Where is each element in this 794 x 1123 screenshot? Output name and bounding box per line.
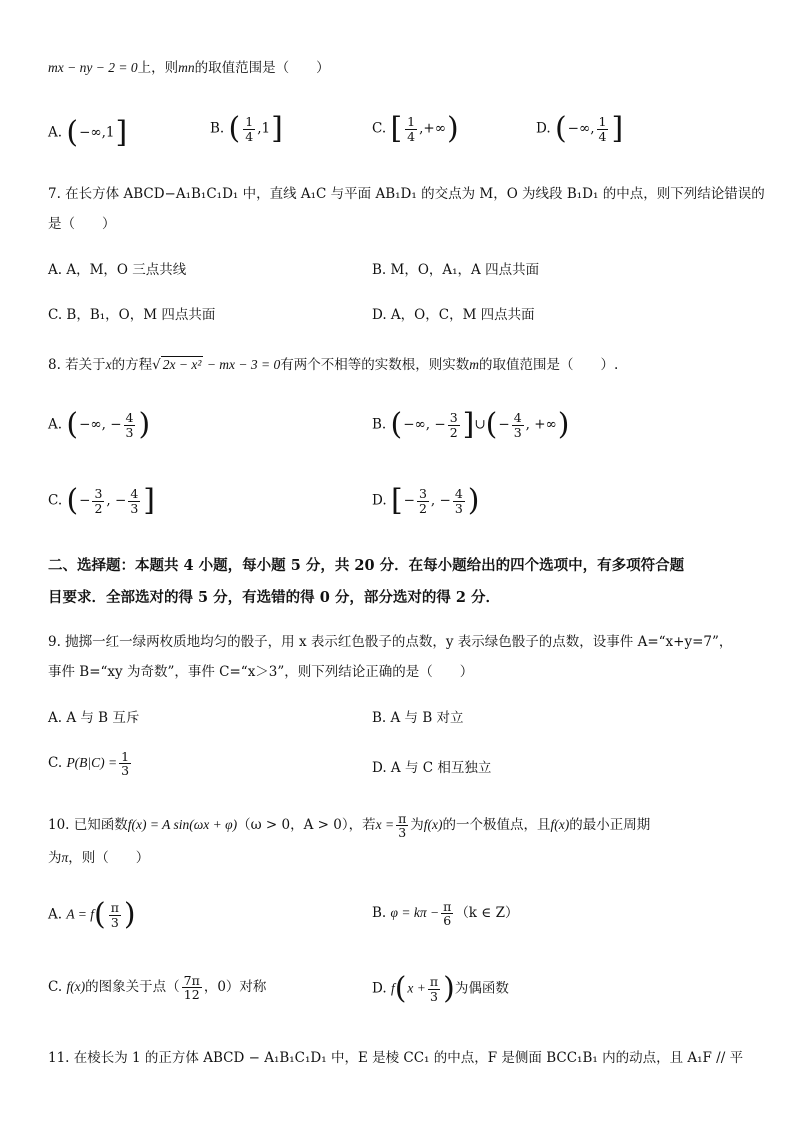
- fraction: $\frac{1}{4}$: [598, 114, 607, 144]
- bracket: ]: [115, 115, 128, 150]
- q7-stem: 7. 在长方体 ABCD−A₁B₁C₁D₁ 中，直线 A₁C 与平面 AB₁D₁ 的交点为 M，O 为线段 B₁D₁ 的中点，则下列结论错误的: [48, 186, 765, 202]
- q7-option-b: B. M，O，A₁，A 四点共面: [372, 262, 540, 278]
- q9-stem: 9. 抛掷一红一绿两枚质地均匀的骰子，用 x 表示红色骰子的点数，y 表示绿色骰子的点数，设事件 A=“x+y=7”，: [48, 634, 733, 650]
- q10-option-a: A. A = f( $\frac{\pi}{3}$ ): [48, 897, 136, 932]
- q6-option-d: [536, 111, 624, 146]
- interval: ,+∞: [419, 120, 446, 137]
- q9-option-a: A. A 与 B 互斥: [48, 710, 140, 726]
- stem-text: 的取值范围是（ ）: [194, 60, 330, 76]
- fraction: $\frac{\pi}{3}$: [429, 974, 439, 1004]
- q10-option-c: C. f(x)的图象关于点（ $\frac{7\pi}{12}$ ，0）对称: [48, 973, 267, 1003]
- q8-option-d: D. [− $\frac{3}{2}$ , − $\frac{4}{3}$ ): [372, 483, 480, 518]
- q10-option-d: D. f(x + $\frac{\pi}{3}$ )为偶函数: [372, 971, 509, 1006]
- interval: −∞,: [567, 120, 595, 137]
- bracket: (: [554, 111, 567, 146]
- q8-option-a: A. (−∞, − $\frac{4}{3}$ ): [48, 407, 151, 442]
- interval: −∞,1: [79, 124, 115, 141]
- fraction: $\frac{4}{3}$: [125, 410, 134, 440]
- q7-option-d: D. A，O，C，M 四点共面: [372, 307, 535, 323]
- q8-option-c: C. (− $\frac{3}{2}$ , − $\frac{4}{3}$ ]: [48, 483, 155, 518]
- q9-stem-2: 事件 B=“xy 为奇数”，事件 C=“x＞3”，则下列结论正确的是（ ）: [48, 664, 474, 680]
- q8-stem: 8. 若关于x的方程√ 2x − x² − mx − 3 = 0有两个不相等的实数根，则实数m的取值范围是（ ）.: [48, 357, 619, 373]
- q9-option-b: B. A 与 B 对立: [372, 710, 464, 726]
- q9-option-c: C. P(B|C) = $\frac{1}{3}$: [48, 749, 130, 779]
- bracket: ): [446, 111, 459, 146]
- interval: ,1: [257, 120, 271, 137]
- option-label: B.: [210, 120, 225, 137]
- q10-stem: 10. 已知函数f(x) = A sin(ωx + φ)（ω > 0，A > 0），若x = $\frac{\pi}{3}$ 为f(x)的一个极值点，且f(x)的最小正周期: [48, 811, 651, 841]
- fraction: $\frac{1}{3}$: [121, 749, 130, 779]
- q6-option-b: [210, 111, 283, 146]
- bracket: (: [66, 115, 79, 150]
- fraction: $\frac{1}{4}$: [407, 114, 416, 144]
- q6-option-c: [372, 111, 459, 146]
- q7-stem-2: 是（ ）: [48, 216, 116, 232]
- fraction: $\frac{\pi}{3}$: [110, 900, 119, 930]
- fraction: $\frac{\pi}{6}$: [443, 899, 452, 929]
- fraction: $\frac{3}{2}$: [94, 486, 103, 516]
- q7-option-a: A. A，M，O 三点共线: [48, 262, 187, 278]
- mn-var: mn: [178, 60, 195, 75]
- line-equation: mx − ny − 2 = 0: [48, 60, 138, 75]
- sqrt-expression: √ 2x − x²: [152, 357, 202, 373]
- fraction: $\frac{1}{4}$: [245, 114, 254, 144]
- fraction: $\frac{3}{2}$: [449, 410, 458, 440]
- q11-stem: 11. 在棱长为 1 的正方体 ABCD − A₁B₁C₁D₁ 中，E 是棱 CC₁ 的中点，F 是侧面 BCC₁B₁ 内的动点，且 A₁F // 平: [48, 1050, 744, 1066]
- option-label: A.: [48, 124, 63, 141]
- fraction: $\frac{4}{3}$: [454, 486, 463, 516]
- q7-option-c: C. B，B₁，O，M 四点共面: [48, 307, 216, 323]
- q6-option-a: [48, 115, 128, 150]
- bracket: ]: [611, 111, 624, 146]
- q9-option-d: D. A 与 C 相互独立: [372, 760, 492, 776]
- bracket: [: [390, 111, 403, 146]
- option-label: C.: [372, 120, 387, 137]
- section-heading: 二、选择题：本题共 4 小题，每小题 5 分，共 20 分．在每小题给出的四个选项中，有多项符合题: [48, 557, 685, 574]
- bracket: ]: [271, 111, 283, 146]
- q10-option-b: B. φ = kπ − $\frac{\pi}{6}$ （k ∈ Z）: [372, 899, 519, 929]
- fraction: $\frac{4}{3}$: [130, 486, 139, 516]
- fraction: $\frac{7\pi}{12}$: [183, 973, 200, 1003]
- stem-text: 上，则: [137, 60, 179, 76]
- bracket: (: [228, 111, 241, 146]
- fraction: $\frac{\pi}{3}$: [398, 811, 407, 841]
- fraction: $\frac{4}{3}$: [513, 410, 522, 440]
- q6-stem-tail: [48, 60, 330, 76]
- q10-stem-2: 为π，则（ ）: [48, 850, 150, 866]
- fraction: $\frac{3}{2}$: [418, 486, 427, 516]
- section-heading-2: 目要求．全部选对的得 5 分，有选错的得 0 分，部分选对的得 2 分．: [48, 589, 501, 606]
- option-label: D.: [536, 120, 551, 137]
- q8-option-b: B. (−∞, − $\frac{3}{2}$ ]∪(− $\frac{4}{3}$ , +∞): [372, 407, 570, 442]
